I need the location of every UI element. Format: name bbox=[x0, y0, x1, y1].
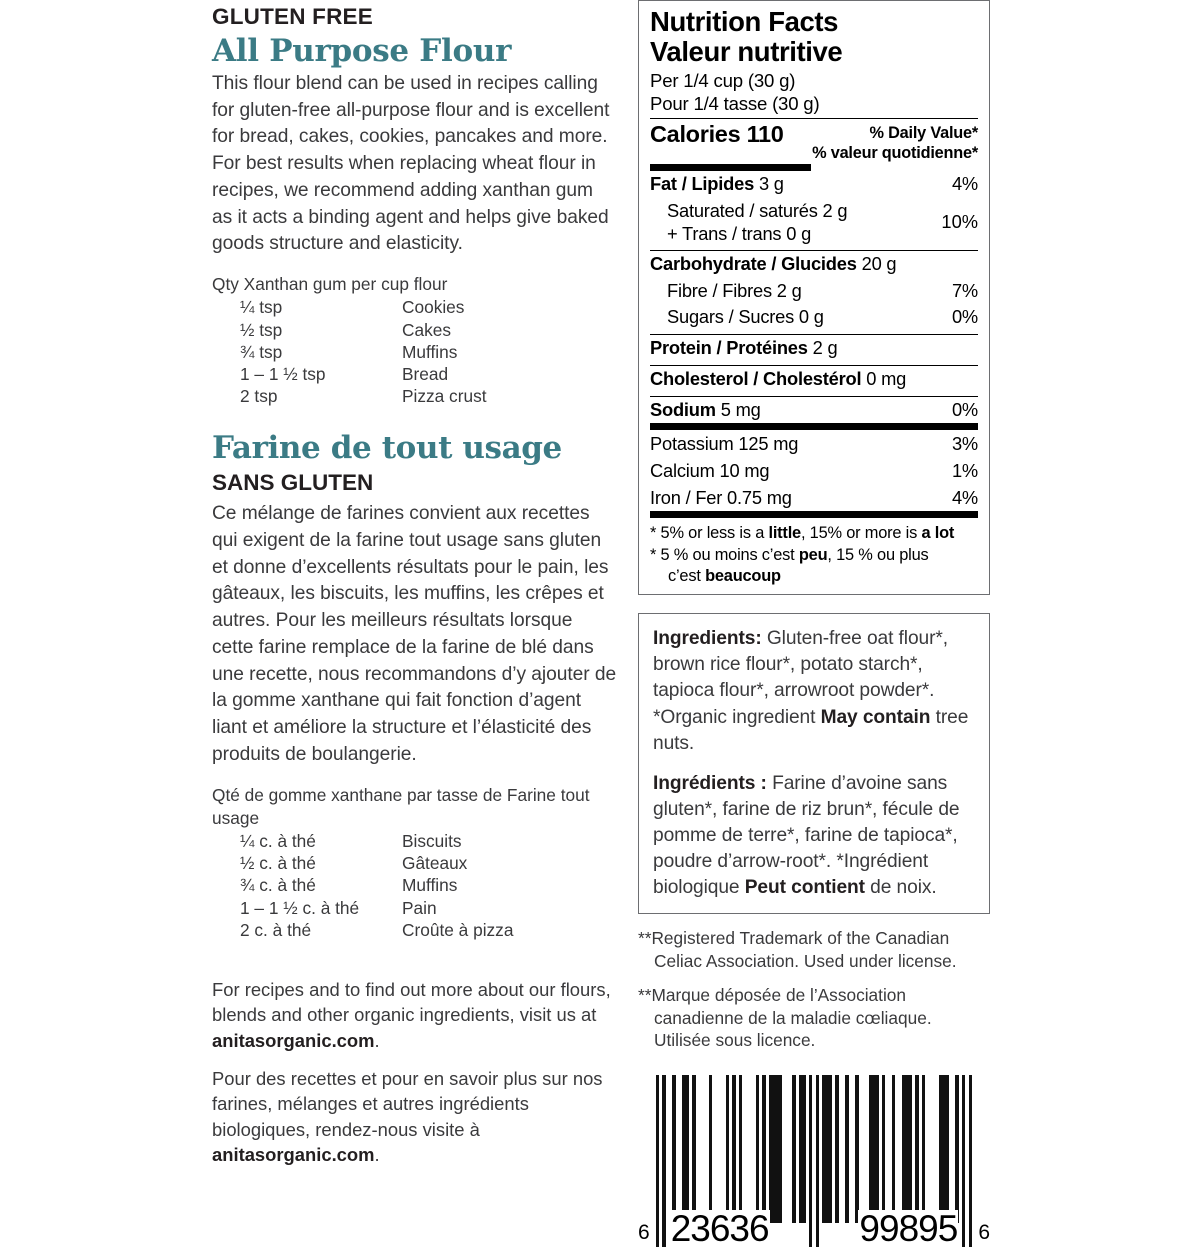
xanthan-table-en bbox=[240, 296, 487, 407]
xanthan-amount-fr: ¾ c. à thé bbox=[240, 875, 316, 896]
table-row bbox=[240, 296, 487, 318]
sugars-line: Sugars / Sucres 0 g bbox=[667, 306, 824, 328]
carb-name bbox=[650, 253, 904, 276]
footnote-en-little: little bbox=[768, 524, 801, 543]
barcode-bar bbox=[939, 1075, 949, 1223]
footnote-fr-d: c’est bbox=[668, 566, 706, 585]
serving-size-fr: Pour 1/4 tasse (30 g) bbox=[650, 93, 820, 115]
xanthan-amount: ¾ tsp bbox=[240, 341, 283, 362]
barcode-group-left: 23636 bbox=[670, 1207, 769, 1249]
protein-label: Protein / Protéines bbox=[650, 337, 808, 359]
barcode-group-right: 99895 bbox=[859, 1207, 958, 1249]
sat-trans-lines bbox=[650, 199, 847, 245]
table-row bbox=[240, 385, 487, 407]
daily-value-fr: % valeur quotidienne* bbox=[812, 143, 978, 162]
nutrient-row-cholesterol bbox=[650, 366, 978, 393]
barcode-bars-area bbox=[656, 1075, 973, 1247]
allergen-text-en: tree nuts. bbox=[653, 706, 969, 754]
english-description: This flour blend can be used in recipes calling for gluten-free all-purpose flour and is excellent for bread, cakes, cookies, pancakes and more. For best results when replacing wheat flour in recipes, we recommend adding xanthan gum as it acts a binding agent and helps give baked goods structure and elasticity. bbox=[212, 73, 610, 255]
sodium-label: Sodium bbox=[650, 398, 716, 420]
table-row bbox=[240, 319, 487, 341]
cholesterol-label: Cholesterol / Cholestérol bbox=[650, 367, 862, 389]
footnote-fr-beaucoup: beaucoup bbox=[705, 566, 781, 585]
nutrition-title-fr: Valeur nutritive bbox=[650, 35, 843, 67]
xanthan-amount: ½ tsp bbox=[240, 319, 283, 340]
nutrition-facts-panel bbox=[638, 0, 990, 595]
xanthan-amount-fr: ¼ c. à thé bbox=[240, 831, 316, 852]
carb-value: 20 g bbox=[856, 253, 897, 275]
xanthan-amount: ¼ tsp bbox=[240, 297, 283, 318]
calories-row bbox=[650, 119, 978, 163]
barcode-bar bbox=[902, 1075, 912, 1223]
footer-en-text: For recipes and to find out more about our flours, blends and other organic ingredients, visit us at bbox=[212, 978, 611, 1026]
potassium-percent: 3% bbox=[951, 433, 978, 455]
sodium-name bbox=[650, 399, 769, 422]
serving-size-en: Per 1/4 cup (30 g) bbox=[650, 70, 796, 92]
barcode-bar bbox=[822, 1075, 832, 1223]
divider-thick bbox=[650, 511, 978, 518]
fat-label: Fat / Lipides bbox=[650, 172, 755, 194]
nutrient-row-calcium bbox=[650, 458, 978, 485]
xanthan-amount-fr: 2 c. à thé bbox=[240, 919, 312, 940]
trademark-fr: **Marque déposée de l’Association canadienne de la maladie cœliaque. Utilisée sous licence. bbox=[638, 985, 932, 1051]
xanthan-amount-fr: 1 – 1 ½ c. à thé bbox=[240, 897, 360, 918]
ingredients-panel bbox=[638, 613, 990, 914]
product-info-column bbox=[212, 0, 617, 1200]
xanthan-use: Pizza crust bbox=[402, 385, 487, 406]
iron-line: Iron / Fer 0.75 mg bbox=[650, 486, 792, 508]
nutrient-row-sugars bbox=[650, 304, 978, 331]
table-row bbox=[240, 897, 513, 919]
xanthan-use: Bread bbox=[402, 363, 449, 384]
barcode-space bbox=[742, 1075, 755, 1223]
footer-fr-period: . bbox=[374, 1144, 380, 1166]
barcode-space bbox=[849, 1075, 856, 1223]
nutrient-row-iron bbox=[650, 485, 978, 512]
website-link-fr[interactable]: anitasorganic.com bbox=[212, 1144, 375, 1166]
carb-label: Carbohydrate / Glucides bbox=[650, 253, 857, 275]
sugars-percent: 0% bbox=[951, 306, 978, 328]
fat-name bbox=[650, 173, 792, 196]
barcode-digit-left: 6 bbox=[638, 1220, 650, 1244]
footer-en-period: . bbox=[374, 1029, 380, 1051]
daily-value-header bbox=[812, 122, 978, 162]
barcode-space bbox=[666, 1075, 673, 1223]
barcode-space bbox=[839, 1075, 846, 1223]
xanthan-table-fr bbox=[240, 830, 513, 941]
footer-fr-text: Pour des recettes et pour en savoir plus sur nos farines, mélanges et autres ingrédients biologiques, rendez-nous visite à bbox=[212, 1068, 603, 1140]
footnote-fr-cont bbox=[650, 566, 978, 587]
xanthan-amount-fr: ½ c. à thé bbox=[240, 853, 316, 874]
barcode-bar bbox=[869, 1075, 879, 1223]
ingredients-label-en: Ingredients: bbox=[653, 628, 762, 650]
footer-french bbox=[212, 1066, 617, 1168]
table-row bbox=[240, 363, 487, 385]
barcode-bar bbox=[682, 1075, 689, 1223]
barcode-space bbox=[925, 1075, 938, 1223]
nutrient-row-carbohydrate bbox=[650, 251, 978, 278]
footnote-fr-peu: peu bbox=[798, 545, 828, 564]
xanthan-heading-fr: Qté de gomme xanthane par tasse de Farine tout usage bbox=[212, 785, 590, 828]
footnote-en bbox=[650, 523, 978, 544]
footnote-fr-a: * 5 % ou moins c’est bbox=[650, 545, 799, 564]
footnote-en-a: * 5% or less is a bbox=[650, 524, 769, 543]
barcode-space bbox=[895, 1075, 902, 1223]
footnote-fr bbox=[650, 545, 978, 566]
divider-thick bbox=[650, 423, 978, 430]
protein-value: 2 g bbox=[807, 337, 838, 359]
fat-value: 3 g bbox=[754, 172, 784, 194]
trademark-notes bbox=[638, 927, 990, 1051]
barcode-space bbox=[885, 1075, 892, 1223]
saturated-line: Saturated / saturés 2 g bbox=[667, 199, 848, 221]
footnote-en-c: , 15% or more is bbox=[800, 524, 922, 543]
xanthan-use-fr: Muffins bbox=[402, 875, 458, 896]
calories-underline bbox=[650, 164, 811, 171]
french-description: Ce mélange de farines convient aux recettes qui exigent de la farine tout usage sans gluten et donne d’excellents résultats pour le pain, les gâteaux, les biscuits, les muffins, les crêpes et autres. Pour les meilleurs résultats lorsque cette farine remplace de la farine de blé dans une recette, nous recommandons d’y ajouter de la gomme xanthane qui fait fonction d’agent liant et améliore la structure et l’élasticité des produits de boulangerie. bbox=[212, 503, 617, 765]
barcode bbox=[638, 1075, 990, 1247]
table-row bbox=[240, 874, 513, 896]
table-row bbox=[240, 830, 513, 852]
xanthan-use-fr: Biscuits bbox=[402, 831, 462, 852]
fibre-percent: 7% bbox=[951, 279, 978, 301]
website-link-en[interactable]: anitasorganic.com bbox=[212, 1029, 375, 1051]
barcode-space bbox=[859, 1075, 869, 1223]
barcode-space bbox=[696, 1075, 709, 1223]
cholesterol-value: 0 mg bbox=[861, 367, 907, 389]
nutrient-row-saturated-trans bbox=[650, 198, 978, 247]
barcode-space bbox=[949, 1075, 956, 1223]
footer-english bbox=[212, 977, 617, 1053]
barcode-space bbox=[712, 1075, 725, 1223]
nutrient-row-fat bbox=[650, 171, 978, 198]
nutrient-row-fibre bbox=[650, 278, 978, 305]
page-title: All Purpose Flour bbox=[212, 32, 512, 69]
xanthan-use: Cookies bbox=[402, 297, 465, 318]
ingredients-label-fr: Ingrédients : bbox=[653, 772, 767, 794]
fat-percent: 4% bbox=[951, 172, 978, 194]
footnote-fr-c: , 15 % ou plus bbox=[827, 545, 929, 564]
xanthan-use-fr: Croûte à pizza bbox=[402, 919, 514, 940]
footnote-en-alot: a lot bbox=[921, 524, 955, 543]
table-row bbox=[240, 341, 487, 363]
sat-trans-percent: 10% bbox=[941, 210, 978, 232]
xanthan-use-fr: Gâteaux bbox=[402, 853, 468, 874]
xanthan-heading-en: Qty Xanthan gum per cup flour bbox=[212, 273, 448, 294]
calcium-percent: 1% bbox=[951, 459, 978, 481]
barcode-digit-right: 6 bbox=[978, 1220, 990, 1244]
ingredients-french bbox=[653, 771, 977, 902]
page-title-french: Farine de tout usage bbox=[212, 430, 562, 466]
eyebrow-sans-gluten: SANS GLUTEN bbox=[212, 469, 374, 495]
daily-value-en: % Daily Value* bbox=[869, 124, 978, 143]
xanthan-amount: 1 – 1 ½ tsp bbox=[240, 363, 326, 384]
nutrient-row-protein bbox=[650, 335, 978, 362]
table-row bbox=[240, 919, 513, 941]
sodium-value: 5 mg bbox=[715, 398, 761, 420]
nutrient-row-potassium bbox=[650, 430, 978, 458]
trans-line: + Trans / trans 0 g bbox=[667, 222, 812, 244]
ingredients-text-fr: Farine d’avoine sans gluten*, farine de riz brun*, fécule de pomme de terre*, farine de tapioca*, poudre d’arrow-root*. *Ingrédient biologique bbox=[653, 772, 960, 899]
nutrition-title-en: Nutrition Facts bbox=[650, 6, 839, 37]
fibre-line: Fibre / Fibres 2 g bbox=[667, 279, 802, 301]
allergen-label-en: May contain bbox=[820, 706, 931, 728]
cholesterol-name bbox=[650, 368, 914, 391]
eyebrow-gluten-free: GLUTEN FREE bbox=[212, 4, 373, 29]
ingredients-english bbox=[653, 626, 977, 757]
protein-name bbox=[650, 337, 845, 360]
table-row bbox=[240, 852, 513, 874]
xanthan-use-fr: Pain bbox=[402, 897, 437, 918]
nutrient-row-sodium bbox=[650, 397, 978, 424]
calcium-line: Calcium 10 mg bbox=[650, 459, 770, 481]
trademark-en: **Registered Trademark of the Canadian Celiac Association. Used under license. bbox=[638, 928, 957, 971]
barcode-space bbox=[676, 1075, 683, 1223]
barcode-bar bbox=[799, 1075, 806, 1223]
barcode-bar bbox=[769, 1075, 782, 1223]
allergen-label-fr: Peut contient bbox=[744, 877, 865, 899]
calories-value: Calories 110 bbox=[650, 121, 784, 148]
nutrition-footnote bbox=[650, 518, 978, 587]
barcode-digits bbox=[656, 1207, 973, 1249]
xanthan-use: Muffins bbox=[402, 341, 458, 362]
xanthan-amount: 2 tsp bbox=[240, 385, 278, 406]
sodium-percent: 0% bbox=[951, 398, 978, 420]
barcode-space bbox=[782, 1075, 792, 1223]
xanthan-use: Cakes bbox=[402, 319, 451, 340]
allergen-text-fr: de noix. bbox=[864, 877, 937, 899]
nutrition-column bbox=[638, 0, 990, 1249]
potassium-line: Potassium 125 mg bbox=[650, 433, 799, 455]
ingredients-text-en: Gluten-free oat flour*, brown rice flour*, potato starch*, tapioca flour*, arrowroot powder*. *Organic ingredient bbox=[653, 628, 948, 728]
iron-percent: 4% bbox=[951, 486, 978, 508]
